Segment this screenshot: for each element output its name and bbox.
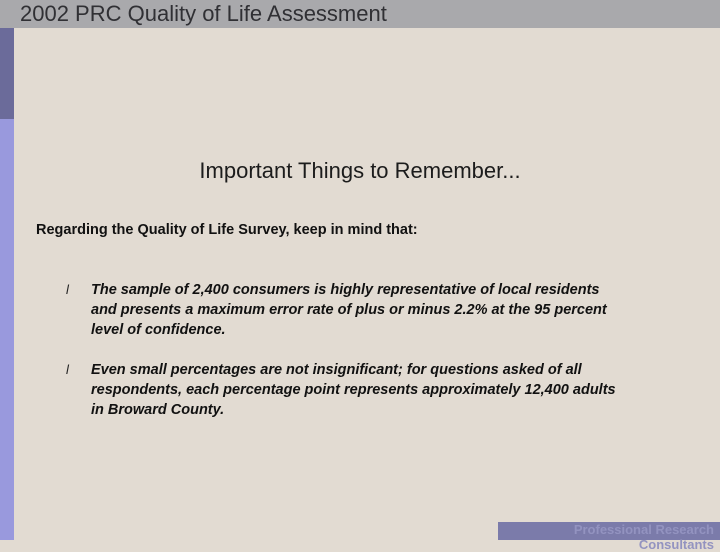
- bullet-text: The sample of 2,400 consumers is highly representative of local residents and presents a maximum error rate of plus or minus 2.2% at the 95 percent level of confidence.: [91, 282, 607, 338]
- side-accent-dark: [0, 28, 14, 119]
- footer-tab: [498, 522, 720, 552]
- bullet-text: Even small percentages are not insignificant; for questions asked of all respondents, each percentage point represents approximately 12,400 adults in Broward County.: [91, 362, 616, 418]
- bullet-list: [66, 280, 626, 440]
- footer-company-name: Professional Research Consultants: [573, 522, 714, 552]
- bullet-item: [66, 360, 626, 420]
- slide-heading: Important Things to Remember...: [199, 158, 521, 183]
- bullet-marker-icon: l: [66, 282, 69, 297]
- intro-text: Regarding the Quality of Life Survey, keep in mind that:: [36, 222, 418, 238]
- presentation-title: 2002 PRC Quality of Life Assessment: [20, 1, 387, 26]
- bullet-marker-icon: l: [66, 362, 69, 377]
- bullet-item: [66, 280, 626, 340]
- header-bar: [0, 0, 720, 28]
